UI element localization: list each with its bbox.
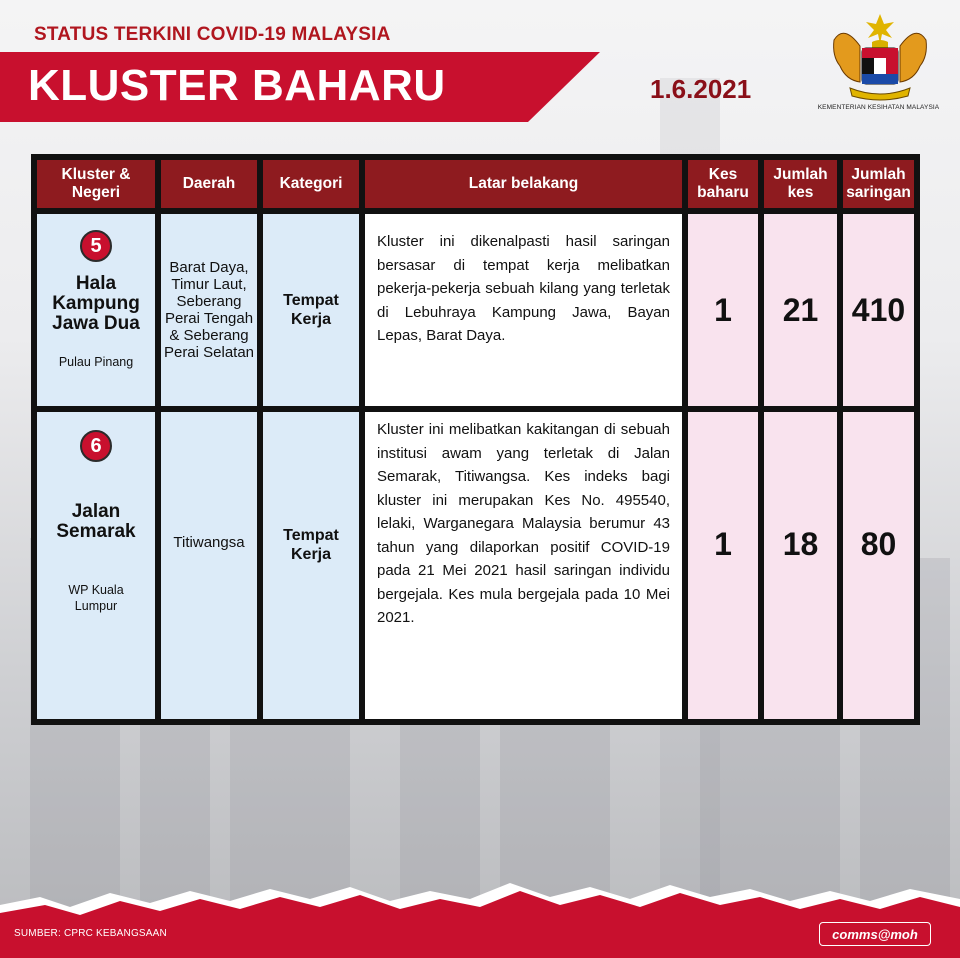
cluster-table — [31, 154, 920, 725]
header-jumlah-kes: Jumlah kes — [764, 160, 837, 208]
cluster-number-badge: 6 — [80, 430, 112, 462]
torn-paper-footer — [0, 883, 960, 958]
cluster-name: Jalan Semarak — [56, 501, 136, 542]
brand-label: comms@moh — [819, 922, 931, 946]
table-row-kes-baharu: 1 — [688, 412, 758, 719]
table-row-kluster — [37, 214, 155, 406]
cluster-state: WP Kuala Lumpur — [68, 583, 124, 613]
header-kategori: Kategori — [263, 160, 359, 208]
ministry-name: KEMENTERIAN KESIHATAN MALAYSIA — [817, 104, 940, 111]
cluster-state: Pulau Pinang — [58, 355, 134, 369]
cluster-name: Hala Kampung Jawa Dua — [52, 273, 140, 334]
table-row-jumlah-kes: 21 — [764, 214, 837, 406]
cluster-number-badge: 5 — [80, 230, 112, 262]
table-row-latar: Kluster ini melibatkan kakitangan di sebuah institusi awam yang terletak di Jalan Semarak, Titiwangsa. Kes indeks bagi kluster ini merupakan Kes No. 495540, lelaki, Warganegara Malaysia berumur 43 tahun yang dilaporkan positif COVID-19 pada 21 Mei 2021 hasil saringan individu bergejala. Kes mula bergejala pada 10 Mei 2021. — [365, 412, 682, 719]
table-row-kluster — [37, 412, 155, 719]
header-latar: Latar belakang — [365, 160, 682, 208]
header-daerah: Daerah — [161, 160, 257, 208]
source-credit: SUMBER: CPRC KEBANGSAAN — [14, 928, 167, 939]
table-row-kes-baharu: 1 — [688, 214, 758, 406]
header-kluster: Kluster & Negeri — [37, 160, 155, 208]
table-row-daerah: Barat Daya, Timur Laut, Seberang Perai Tengah & Seberang Perai Selatan — [161, 214, 257, 406]
header-jumlah-saringan: Jumlah saringan — [843, 160, 914, 208]
table-row-jumlah-saringan: 80 — [843, 412, 914, 719]
table-row-jumlah-saringan: 410 — [843, 214, 914, 406]
coat-of-arms-icon — [820, 10, 940, 102]
table-row-kategori: Tempat Kerja — [263, 412, 359, 719]
page-title: KLUSTER BAHARU — [28, 61, 446, 110]
table-row-latar: Kluster ini dikenalpasti hasil saringan bersasar di tempat kerja melibatkan pekerja-pekerja sebuah kilang yang terletak di Lebuhraya Kampung Jawa, Bayan Lepas, Barat Daya. — [365, 214, 682, 406]
table-row-kategori: Tempat Kerja — [263, 214, 359, 406]
report-date: 1.6.2021 — [650, 74, 752, 104]
subtitle: STATUS TERKINI COVID-19 MALAYSIA — [34, 24, 391, 45]
table-row-jumlah-kes: 18 — [764, 412, 837, 719]
header-kes-baharu: Kes baharu — [688, 160, 758, 208]
table-row-daerah: Titiwangsa — [161, 412, 257, 719]
